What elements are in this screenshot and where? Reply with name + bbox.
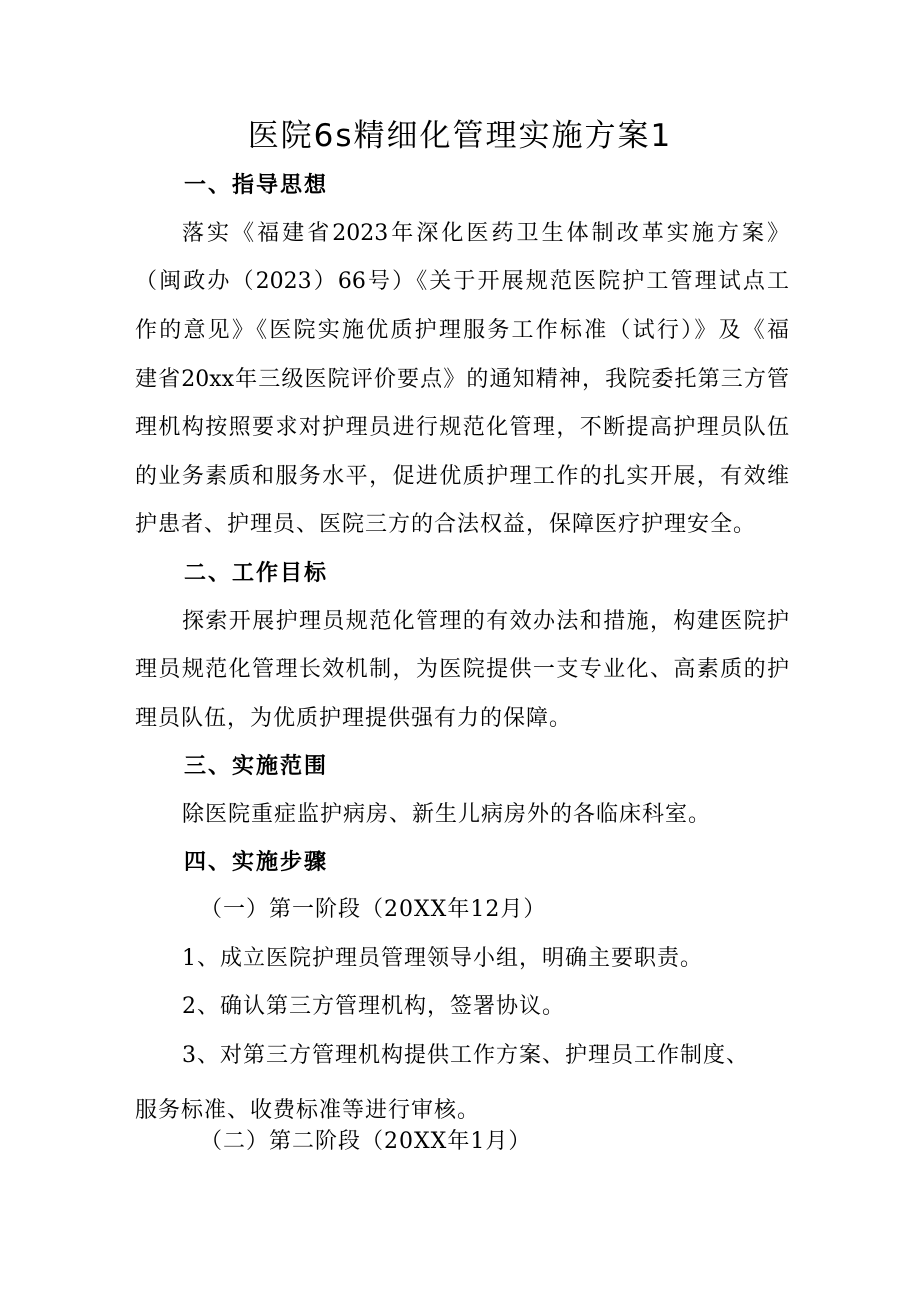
list-item-continuation: 服务标准、收费标准等进行审核。 (135, 1098, 481, 1123)
section-heading-steps: 四、实施步骤 (184, 850, 329, 875)
paragraph-line: 理机构按照要求对护理员进行规范化管理，不断提高护理员队伍 (135, 415, 789, 440)
paragraph-line: （闽政办（2023）66号）《关于开展规范医院护工管理试点工 (135, 269, 789, 294)
phase-heading: （一）第一阶段（20XX年12月） (200, 897, 547, 922)
list-item: 1、成立医院护理员管理领导小组，明确主要职责。 (182, 946, 703, 971)
paragraph-line: 探索开展护理员规范化管理的有效办法和措施，构建医院护 (182, 609, 789, 634)
section-heading-scope: 三、实施范围 (184, 754, 329, 779)
paragraph-line: 理员队伍，为优质护理提供强有力的保障。 (135, 706, 573, 731)
section-heading-guiding-ideology: 一、指导思想 (184, 173, 329, 198)
paragraph-line: 作的意见》《医院实施优质护理服务工作标准（试行）》及《福 (135, 318, 789, 343)
paragraph-line: 护患者、护理员、医院三方的合法权益，保障医疗护理安全。 (135, 512, 757, 537)
document-title: 医院6s精细化管理实施方案1 (247, 118, 673, 154)
paragraph-line: 落实《福建省2023年深化医药卫生体制改革实施方案》 (182, 221, 789, 246)
section-heading-work-goals: 二、工作目标 (184, 561, 329, 586)
paragraph-line: 除医院重症监护病房、新生儿病房外的各临床科室。 (182, 802, 712, 827)
paragraph-line: 的业务素质和服务水平，促进优质护理工作的扎实开展，有效维 (135, 464, 789, 489)
paragraph-line: 建省20xx年三级医院评价要点》的通知精神，我院委托第三方管 (135, 367, 789, 392)
phase-heading: （二）第二阶段（20XX年1月） (200, 1129, 532, 1154)
list-item: 3、对第三方管理机构提供工作方案、护理员工作制度、 (182, 1043, 749, 1068)
paragraph-line: 理员规范化管理长效机制，为医院提供一支专业化、高素质的护 (135, 657, 789, 682)
list-item: 2、确认第三方管理机构，签署协议。 (182, 994, 565, 1019)
